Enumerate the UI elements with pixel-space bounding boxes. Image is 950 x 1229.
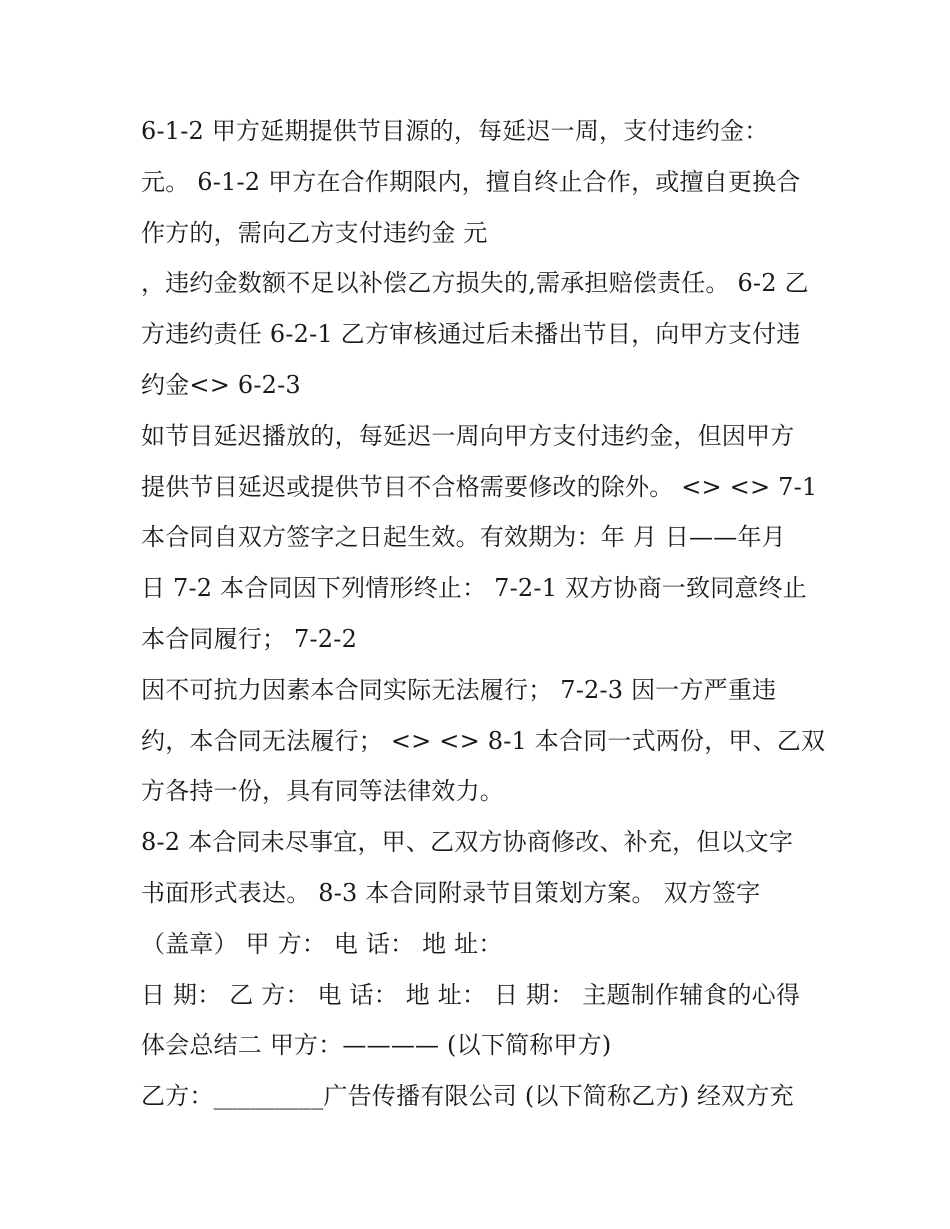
text-line: 方违约责任 6-2-1 乙方审核通过后未播出节目，向甲方支付违 bbox=[141, 320, 801, 349]
text-line: （盖章） 甲 方： 电 话： 地 址： bbox=[141, 929, 503, 958]
text-line: 约，本合同无法履行； <> <> 8-1 本合同一式两份，甲、乙双 bbox=[141, 726, 826, 755]
text-line: 日 7-2 本合同因下列情形终止： 7-2-1 双方协商一致同意终止 bbox=[141, 574, 807, 603]
text-line: 书面形式表达。 8-3 本合同附录节目策划方案。 双方签字 bbox=[141, 878, 761, 907]
text-line: 6-1-2 甲方延期提供节目源的，每延迟一周，支付违约金： bbox=[141, 117, 769, 145]
text-line: 因不可抗力因素本合同实际无法履行； 7-2-3 因一方严重违 bbox=[141, 675, 777, 704]
text-line: 本合同履行； 7-2-2 bbox=[141, 624, 358, 653]
text-line: 乙方：_________广告传播有限公司 (以下简称乙方) 经双方充 bbox=[141, 1082, 794, 1111]
text-line: 8-2 本合同未尽事宜，甲、乙双方协商修改、补充，但以文字 bbox=[141, 828, 794, 857]
text-line: 方各持一份，具有同等法律效力。 bbox=[141, 777, 504, 806]
text-line: 提供节目延迟或提供节目不合格需要修改的除外。 <> <> 7-1 bbox=[141, 472, 818, 501]
text-line: 体会总结二 甲方：———— (以下简称甲方) bbox=[141, 1031, 612, 1060]
contract-body-text bbox=[141, 106, 841, 1122]
text-line: 如节目延迟播放的，每延迟一周向甲方支付违约金，但因甲方 bbox=[141, 421, 795, 450]
text-line: 元。 6-1-2 甲方在合作期限内，擅自终止合作，或擅自更换合 bbox=[141, 167, 801, 196]
text-line: 约金<> 6-2-3 bbox=[141, 370, 301, 399]
text-line: ，违约金数额不足以补偿乙方损失的,需承担赔偿责任。 6-2 乙 bbox=[141, 269, 809, 298]
text-line: 本合同自双方签字之日起生效。有效期为：年 月 日——年月 bbox=[141, 523, 786, 552]
text-line: 作方的，需向乙方支付违约金 元 bbox=[141, 218, 488, 247]
text-line: 日 期： 乙 方： 电 话： 地 址： 日 期： 主题制作辅食的心得 bbox=[141, 980, 801, 1009]
